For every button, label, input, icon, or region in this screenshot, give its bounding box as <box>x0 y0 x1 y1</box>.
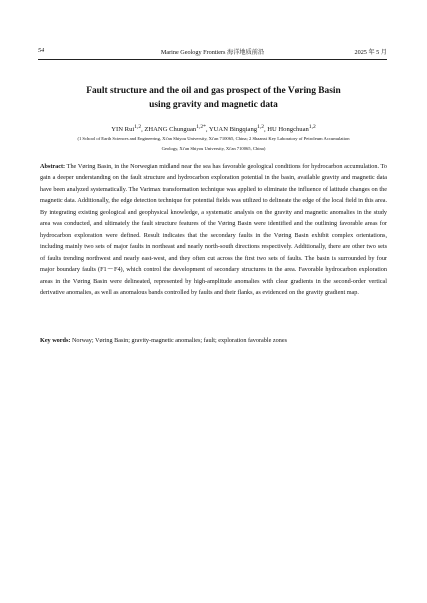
keywords-text: Norway; Vøring Basin; gravity-magnetic anomalies; fault; exploration favorable zones <box>71 337 287 344</box>
author-name: YUAN Bingqiang <box>208 126 258 134</box>
title-line-1: Fault structure and the oil and gas prospect of the Vøring Basin <box>86 86 341 96</box>
affiliation-line: Geology, Xi'an Shiyou University, Xi'an 710065, China) <box>161 146 266 151</box>
author-affiliation-mark: 1,2 <box>257 124 264 130</box>
author-name: ZHANG Chunguan <box>144 126 197 134</box>
abstract-label: Abstract: <box>40 163 66 170</box>
issue-date: 2025 年 5 月 <box>354 49 387 56</box>
author-name: HU Hongchuan <box>267 126 309 134</box>
author-affiliation-mark: 1,2 <box>134 124 142 130</box>
affiliation-line: (1 School of Earth Sciences and Engineering, Xi'an Shiyou University, Xi'an 710065, China; 2 Shaanxi Key Laboratory of Petroleum Accumulation <box>77 136 350 141</box>
author-list: YIN Rui$^{1,2}$, ZHANG Chunguan$^{1,2*}$, YUAN Bingqiang$^{1,2}$, HU Hongchuan$^{1,2}$ <box>111 124 316 134</box>
abstract <box>40 161 387 298</box>
keywords <box>40 336 387 346</box>
affiliations <box>46 134 381 154</box>
abstract-text: The Vøring Basin, in the Norwegian midland near the sea has favorable geological conditions for hydrocarbon accumulation. To gain a deeper understanding on the fault structure and hydrocarbon exploration potential in the basin, available gravity and magnetic data have been analyzed systematically. The Varimax transformation technique was applied to eliminate the influence of latitude changes on the magnetic data. Additionally, the edge detection technique for potential fields was utilized to delineate the edge of the local field in this area. By integrating existing geological and geophysical knowledge, a systematic analysis on the gravity and magnetic anomalies in the study area was conducted, and ultimately the fault structure features of the Vøring Basin were identified and the outlining favorable areas for hydrocarbon exploration were defined. Result indicates that the secondary faults in the Vøring Basin exhibit complex orientations, including mainly two sets of major faults in northeast and nearly north-south directions respectively. Additionally, there are other two sets of faults trending northwest and nearly east-west, and they often cut across the first two sets of faults. The basin is surrounded by four major boundary faults (F1～F4), which control the development of secondary structures in the area. Favorable hydrocarbon exploration areas in the Vøring Basin were delineated, represented by high-amplitude anomalies with clear gradients in the second-order vertical derivative anomalies, as well as anomalous bands controlled by faults and their flanks, as evidenced on the gravity gradient map. <box>40 163 388 296</box>
page-number: 54 <box>38 47 45 54</box>
author-name: YIN Rui <box>111 126 135 134</box>
running-header <box>38 47 387 60</box>
title-line-2: using gravity and magnetic data <box>149 100 278 111</box>
journal-name: Marine Geology Frontiers 海洋地质前沿 <box>160 49 265 56</box>
author-affiliation-mark: 1,2* <box>196 124 206 130</box>
author-affiliation-mark: 1,2 <box>308 124 316 130</box>
paper-title <box>60 84 367 112</box>
keywords-label: Key words: <box>40 337 71 344</box>
